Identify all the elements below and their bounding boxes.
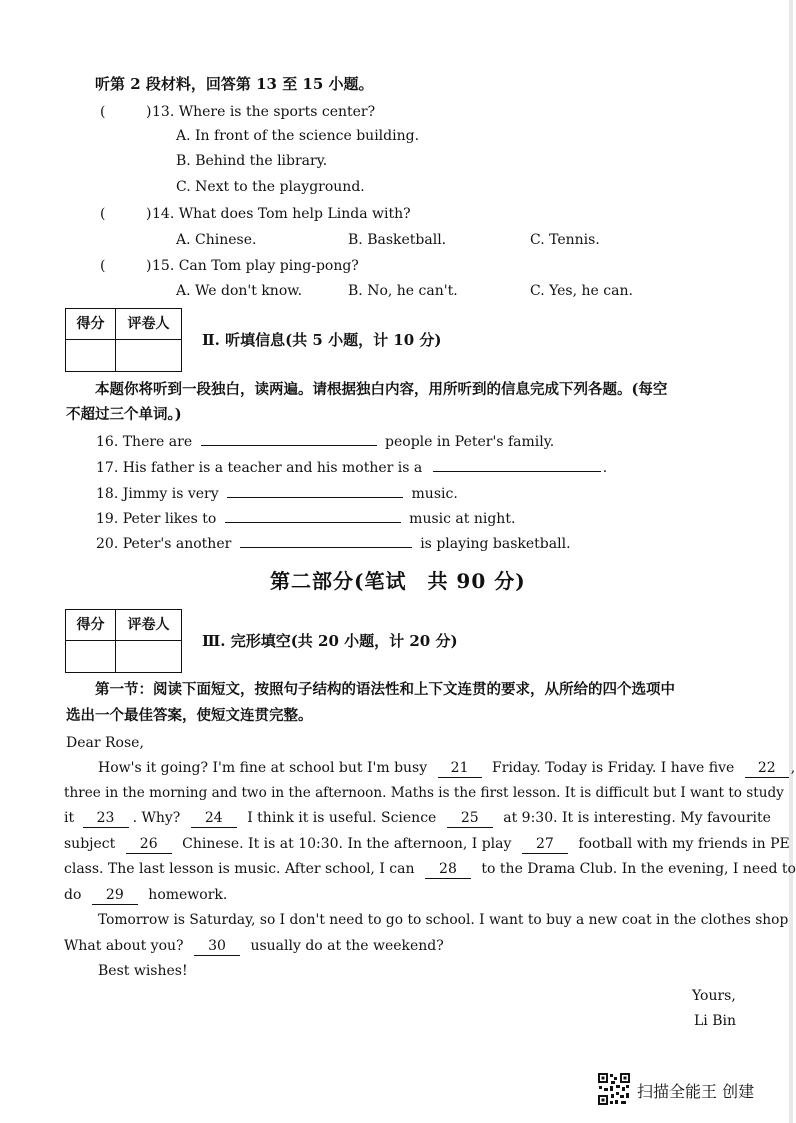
passage-text: How's it going? I'm fine at school but I'm busy (98, 760, 428, 776)
answer-bracket-close: ) (146, 258, 152, 274)
section3-instruction-1: 第一节：阅读下面短文，按照句子结构的语法性和上下文连贯的要求，从所给的四个选项中 (95, 681, 675, 698)
page-edge-shadow (789, 0, 796, 1123)
blank-29[interactable]: 29 (92, 886, 138, 905)
item-18 (96, 483, 458, 503)
passage-line-5 (64, 860, 796, 879)
score-box (65, 308, 182, 372)
item-19-after: music at night. (409, 511, 516, 527)
letter-sign-off: Yours, (692, 988, 736, 1004)
item-17-after: . (602, 460, 608, 476)
passage-text: , (790, 760, 796, 776)
watermark-text: 扫描全能王 创建 (637, 1082, 755, 1101)
passage-text: at 9:30. It is interesting. My favourite (503, 810, 771, 826)
item-20-after: is playing basketball. (420, 536, 571, 552)
blank-28[interactable]: 28 (425, 860, 471, 879)
item-18-after: music. (411, 486, 458, 502)
item-17-text: 17. His father is a teacher and his mother is a (96, 460, 423, 476)
section3-instruction-2: 选出一个最佳答案，使短文连贯完整。 (66, 707, 313, 724)
item-19-text: 19. Peter likes to (96, 511, 217, 527)
passage-text: What about you? (64, 938, 184, 954)
item-18-blank[interactable] (227, 483, 403, 498)
score-cell (66, 641, 116, 672)
item-16-blank[interactable] (201, 431, 377, 446)
passage-line-6 (64, 886, 227, 905)
section2-instruction-2: 不超过三个单词。) (66, 406, 182, 423)
item-16 (96, 431, 554, 451)
question-14: 14. What does Tom help Linda with? (152, 206, 411, 222)
passage-line-1 (98, 759, 795, 778)
section3-heading: Ⅲ. 完形填空(共 20 小题，计 20 分) (202, 632, 458, 650)
option-14b: B. Basketball. (348, 232, 447, 248)
item-17 (96, 457, 607, 477)
item-16-text: 16. There are (96, 434, 193, 450)
question-15: 15. Can Tom play ping-pong? (152, 258, 359, 274)
passage-text: do (64, 887, 82, 903)
blank-22[interactable]: 22 (745, 759, 789, 778)
score-box (65, 609, 182, 673)
section2-heading: Ⅱ. 听填信息(共 5 小题，计 10 分) (202, 331, 442, 349)
blank-27[interactable]: 27 (522, 835, 568, 854)
passage-text: usually do at the weekend? (250, 938, 444, 954)
option-14a: A. Chinese. (176, 232, 257, 248)
option-14c: C. Tennis. (530, 232, 600, 248)
passage-text: Chinese. It is at 10:30. In the afternoon, I play (182, 836, 512, 852)
blank-24[interactable]: 24 (191, 809, 237, 828)
score-label: 得分 (66, 610, 116, 641)
passage-line-2: three in the morning and two in the afternoon. Maths is the first lesson. It is difficult but I want to study (64, 785, 784, 801)
blank-23[interactable]: 23 (83, 809, 129, 828)
passage-line-4 (64, 835, 790, 854)
item-19-blank[interactable] (225, 508, 401, 523)
blank-21[interactable]: 21 (438, 759, 482, 778)
answer-bracket-open: ( (100, 258, 106, 274)
answer-bracket-open: ( (100, 206, 106, 222)
item-19 (96, 508, 515, 528)
option-13c: C. Next to the playground. (176, 179, 365, 195)
passage-text: . Why? (132, 810, 181, 826)
answer-bracket-close: ) (146, 206, 152, 222)
passage-text: subject (64, 836, 116, 852)
item-18-text: 18. Jimmy is very (96, 486, 219, 502)
grader-label: 评卷人 (116, 610, 181, 641)
passage-text: it (64, 810, 75, 826)
option-15b: B. No, he can't. (348, 283, 458, 299)
option-13b: B. Behind the library. (176, 153, 328, 169)
part2-title: 第二部分(笔试 共 90 分) (270, 569, 526, 593)
item-16-after: people in Peter's family. (385, 434, 555, 450)
option-15a: A. We don't know. (176, 283, 303, 299)
question-13: 13. Where is the sports center? (152, 104, 376, 120)
item-17-blank[interactable] (433, 457, 601, 472)
passage-text: class. The last lesson is music. After school, I can (64, 861, 415, 877)
passage-line-3 (64, 809, 771, 828)
option-13a: A. In front of the science building. (176, 128, 420, 144)
passage-text: homework. (148, 887, 228, 903)
item-20 (96, 533, 571, 553)
option-15c: C. Yes, he can. (530, 283, 633, 299)
score-cell (66, 340, 116, 371)
item-20-text: 20. Peter's another (96, 536, 232, 552)
passage-text: to the Drama Club. In the evening, I need to (481, 861, 796, 877)
passage-text: football with my friends in PE (578, 836, 790, 852)
blank-25[interactable]: 25 (447, 809, 493, 828)
letter-closing: Best wishes! (98, 963, 188, 979)
answer-bracket-open: ( (100, 104, 106, 120)
section2-instruction-1: 本题你将听到一段独白，读两遍。请根据独白内容，用所听到的信息完成下列各题。(每空 (95, 381, 668, 398)
passage-text: I think it is useful. Science (247, 810, 437, 826)
answer-bracket-close: ) (146, 104, 152, 120)
passage-line-8 (64, 937, 444, 956)
letter-greeting: Dear Rose, (66, 735, 144, 751)
item-20-blank[interactable] (240, 533, 412, 548)
blank-26[interactable]: 26 (126, 835, 172, 854)
passage-line-7: Tomorrow is Saturday, so I don't need to go to school. I want to buy a new coat in the clothes shop (98, 912, 789, 928)
listening-instruction: 听第 2 段材料，回答第 13 至 15 小题。 (95, 75, 374, 93)
letter-signature: Li Bin (694, 1013, 737, 1029)
passage-text: Friday. Today is Friday. I have five (492, 760, 735, 776)
grader-label: 评卷人 (116, 309, 181, 340)
blank-30[interactable]: 30 (194, 937, 240, 956)
score-label: 得分 (66, 309, 116, 340)
qr-code-icon (597, 1072, 631, 1106)
